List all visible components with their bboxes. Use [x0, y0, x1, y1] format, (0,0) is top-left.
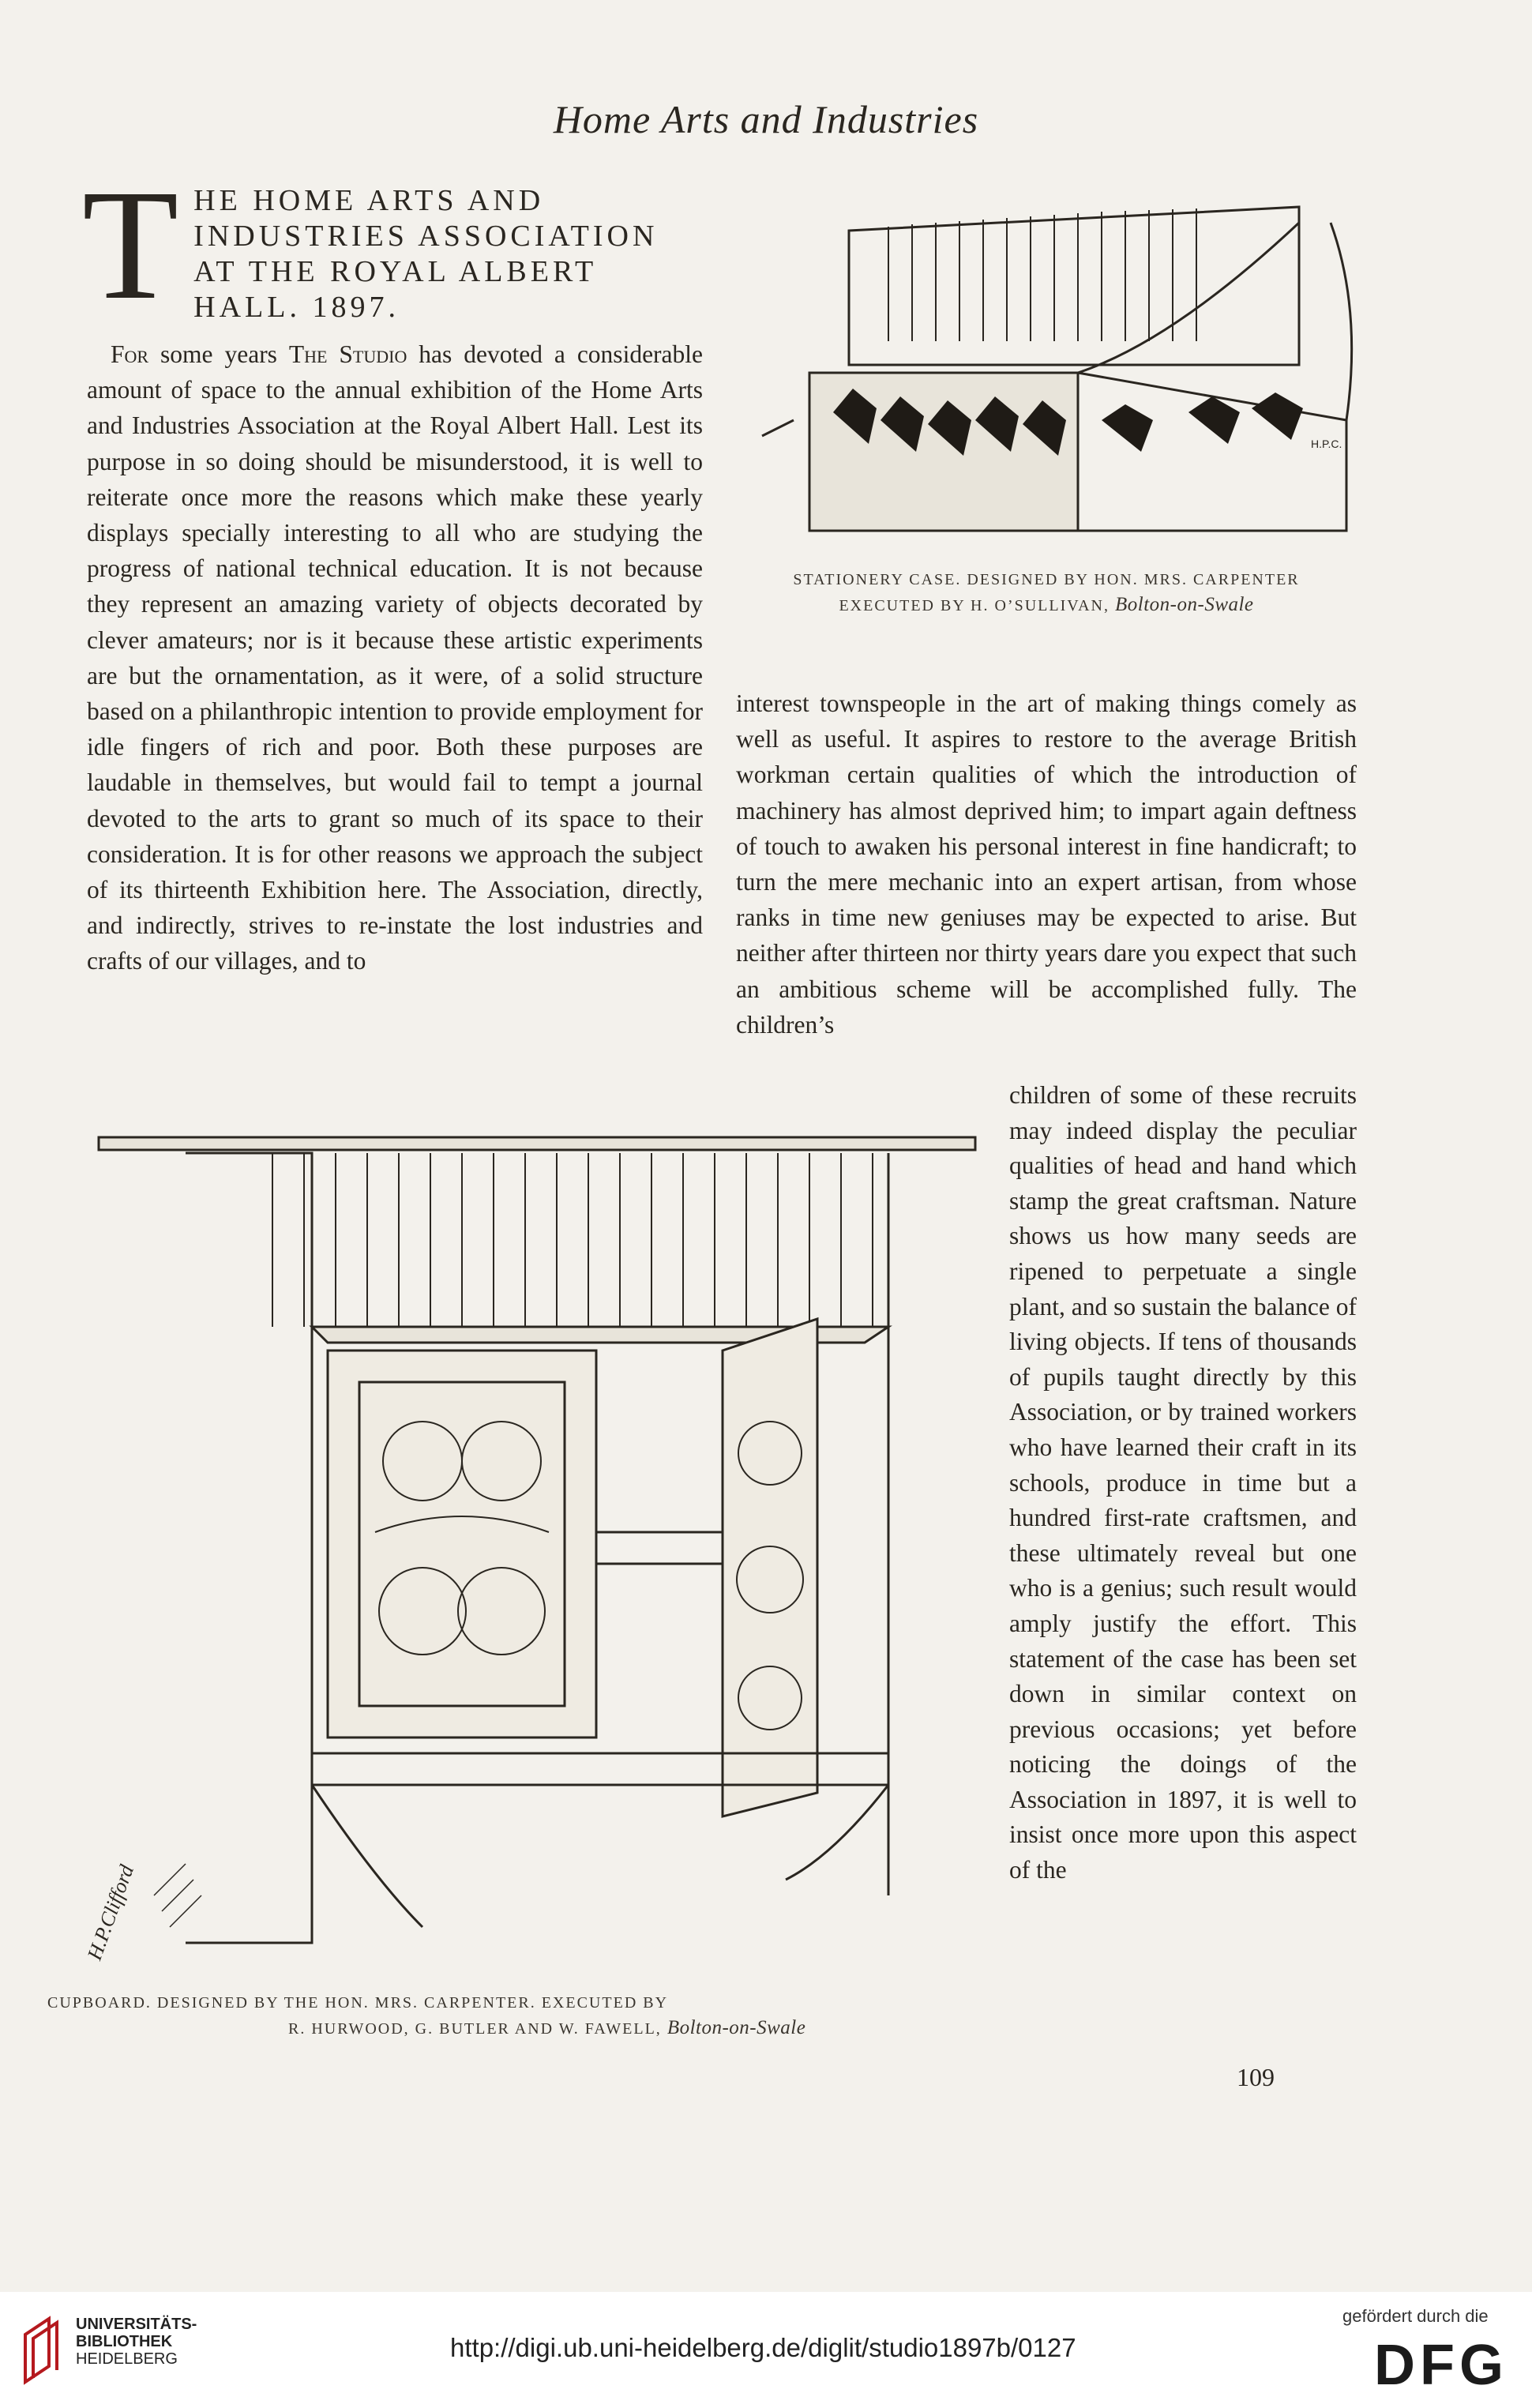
cupboard-caption-line1: CUPBOARD. DESIGNED BY THE HON. MRS. CARPENTER. EXECUTED BY	[47, 1994, 669, 2012]
library-logo-icon	[17, 2311, 65, 2390]
funded-by-text: gefördert durch die	[1342, 2306, 1489, 2326]
illustrator-signature: H.P.Clifford	[82, 1861, 139, 1963]
page-number: 109	[1237, 2063, 1275, 2091]
stationery-caption-place: Bolton-on-Swale	[1115, 594, 1254, 615]
library-line-1: UNIVERSITÄTS-	[76, 2316, 197, 2333]
cupboard-illustration	[75, 1121, 991, 1974]
stationery-caption-executed: EXECUTED BY H. O’SULLIVAN,	[839, 597, 1115, 614]
cupboard-caption-executors: R. HURWOOD, G. BUTLER AND W. FAWELL,	[288, 2020, 667, 2038]
stationery-case-illustration	[730, 183, 1362, 554]
narrow-paragraph: children of some of these recruits may indeed display the peculiar qualities of head and hand which stamp the great craftsman. Nature shows us how many seeds are ripened to perpetuate a single plant, and so sustain the balance of living objects. If tens of thousands of pupils taught directly by this Association, or by trained workers who have learned their craft in its schools, produce in time but a hundred first-rate craftsmen, and these ultimately reveal but one who is a genius; such result would amply justify the effort. This statement of the case has been set down in similar context on previous occasions; yet before noticing the doings of the Association in 1897, it is well to insist once more upon this aspect of the	[1009, 1081, 1357, 1884]
para-text-a: some years	[148, 340, 289, 368]
library-line-2: BIBLIOTHEK	[76, 2333, 173, 2350]
digitization-footer	[0, 2292, 1532, 2408]
para-lead: For	[111, 340, 149, 368]
dfg-logo: DFG	[1374, 2334, 1508, 2397]
right-column	[736, 686, 1357, 1042]
stationery-caption-line2	[730, 592, 1362, 618]
stationery-caption-line1: STATIONERY CASE. DESIGNED BY HON. MRS. CARPENTER	[793, 571, 1300, 588]
article-heading	[82, 158, 703, 332]
paragraph-1	[87, 336, 703, 979]
library-name	[76, 2316, 197, 2368]
illustrator-monogram: H.P.C.	[1311, 438, 1342, 450]
right-paragraph: interest townspeople in the art of making things comely as well as useful. It aspires to restore to the average British workman certain qualities of which the introduction of machinery has almost deprived him; to impart again deftness of touch to awaken his personal interest in fine handicraft; to turn the mere mechanic into an expert artisan, from whose ranks in time new geniuses may be expected to arise. But neither after thirteen nor thirty years dare you expect that such an ambitious scheme will be accomplished fully. The children’s	[736, 689, 1357, 1039]
permalink[interactable]: http://digi.ub.uni-heidelberg.de/diglit/studio1897b/0127	[450, 2333, 1076, 2362]
running-head: Home Arts and Industries	[553, 97, 979, 141]
library-line-3: HEIDELBERG	[76, 2350, 178, 2368]
drop-cap: T	[82, 158, 183, 332]
left-column	[82, 158, 704, 979]
narrow-column	[1009, 1078, 1357, 1888]
article-title: HE HOME ARTS AND INDUSTRIES ASSOCIATION AT THE ROYAL ALBERT HALL. 1897.	[193, 184, 659, 324]
journal-name: The Studio	[288, 340, 407, 368]
stationery-caption	[730, 567, 1362, 618]
cupboard-caption	[47, 1990, 963, 2042]
cupboard-caption-line2	[47, 2015, 963, 2042]
para-text-b: has devoted a considerable amount of space to the annual exhibition of the Home Arts and Industries Association at the Royal Albert Hall. Lest its purpose in so doing should be misunderstood, it is well to reiterate once more the reasons which make these yearly displays specially interesting to all who are studying the progress of national technical education. It is not because they represent an amazing variety of objects decorated by clever amateurs; nor is it because these artistic experiments are but the ornamentation, as it were, of a solid structure based on a philanthropic intention to provide employment for idle fingers of rich and poor. Both these purposes are laudable in themselves, but would fail to tempt a journal devoted to the arts to grant so much of its space to their consideration. It is for other reasons we approach the subject of its thirteenth Exhibition here. The Association, directly, and indirectly, strives to re-instate the lost industries and crafts of our villages, and to	[87, 340, 704, 975]
cupboard-caption-place: Bolton-on-Swale	[666, 2017, 806, 2038]
